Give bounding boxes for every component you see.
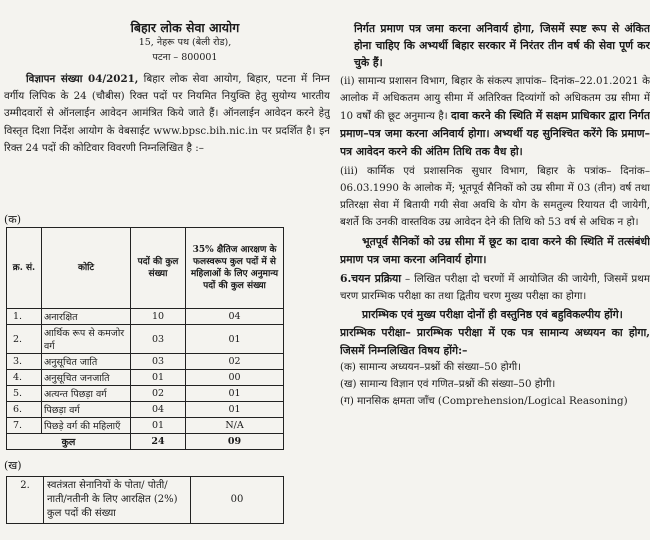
row-women: N/A: [186, 418, 284, 434]
row-total: 10: [131, 309, 186, 325]
clause-ii-text: सामान्य प्रशासन विभाग, बिहार के संकल्प ज्ञापांक– दिनांक–22.01.2021 के आलोक में अधिकतम आयु सीमा में अतिरिक्त दिव्यांगों को अधिकतम उम्र सीमा में 10 वर्षों की छूट अनुमान्य है।: [340, 74, 650, 123]
selection-text: – लिखित परीक्षा दो चरणों में आयोजित की जायेगी, जिसमें प्रथम चरण प्रारम्भिक परीक्षा का तथा द्वितीय चरण मुख्य परीक्षा का होगा।: [340, 272, 650, 303]
freedom-fighter-table: [6, 476, 284, 524]
table-row: [7, 386, 284, 402]
certificate-paragraph: निर्गत प्रमाण पत्र जमा करना अनिवार्य होगा, जिसमें स्पष्ट रूप से अंकित होना चाहिए कि अभ्यर्थी बिहार सरकार में निरंतर तीन वर्ष की सेवा पूर्ण कर चुके हैं।: [354, 22, 650, 70]
row-category: पिछड़े वर्ग की महिलाएँ: [42, 418, 131, 434]
row-serial: 4.: [7, 370, 42, 386]
clause-iii-text: कार्मिक एवं प्रशासनिक सुधार विभाग, बिहार के पत्रांक– दिनांक–06.03.1990 के आलोक में; भूतपूर्व सैनिकों को उम्र सीमा में 03 (तीन) वर्ष तथा प्रतिरक्षा सेवा में बितायी गयी सेवा अवधि के योग के समतुल्य रियायत दी जायेगी, बशर्ते कि उनकी वास्तविक उम्र आवेदन देने की तिथि को 53 वर्ष से अधिक न हो।: [340, 164, 650, 229]
letterhead: [40, 20, 330, 65]
row-serial: 3.: [7, 354, 42, 370]
row-value: 00: [191, 477, 284, 524]
total-row: [7, 434, 284, 450]
row-category: आर्थिक रूप से कमजोर वर्ग: [42, 325, 131, 354]
row-women: 00: [186, 370, 284, 386]
row-category: अनुसूचित जाति: [42, 354, 131, 370]
intro-paragraph: [4, 71, 330, 157]
selection-process: [340, 270, 650, 305]
row-serial: 2.: [7, 325, 42, 354]
prelim-subject-3: (ग) मानसिक क्षमता जाँच (Comprehension/Logical Reasoning): [340, 395, 628, 408]
row-category: अत्यन्त पिछड़ा वर्ग: [42, 386, 131, 402]
row-category: अनारक्षित: [42, 309, 131, 325]
clause-ii-marker: (ii): [340, 74, 355, 87]
row-category: अनुसूचित जनजाति: [42, 370, 131, 386]
row-women: 01: [186, 386, 284, 402]
right-text: [340, 20, 650, 410]
header-category: कोटि: [42, 228, 131, 309]
table-header-row: [7, 228, 284, 309]
row-serial: 7.: [7, 418, 42, 434]
clause-iii-marker: (iii): [340, 164, 358, 177]
row-total: 03: [131, 354, 186, 370]
table-row: [7, 370, 284, 386]
section-label-b: (ख): [4, 459, 22, 472]
exam-type-paragraph: प्रारम्भिक एवं मुख्य परीक्षा दोनों ही वस्तुनिष्ठ एवं बहुविकल्पीय होंगे।: [362, 308, 623, 322]
table-row: [7, 309, 284, 325]
row-category: पिछड़ा वर्ग: [42, 402, 131, 418]
header-serial: क्र. सं.: [7, 228, 42, 309]
intro-text: बिहार लोक सेवा आयोग, बिहार, पटना में निम्न वर्गीय लिपिक के 24 (चौबीस) रिक्त पदों पर नियमित नियुक्ति हेतु सुयोग्य भारतीय उम्मीदवारों से ऑनलाईन आवेदन आमंत्रित किये जाते हैं। ऑनलाईन आवेदन करने हेतु विस्तृत दिशा निर्देश आयोग के वेबसाईट www.bpsc.bih.nic.in पर प्रदर्शित है। इन रिक्त 24 पदों की कोटिवार विवरणी निम्नलिखित है :–: [4, 73, 330, 154]
row-serial: 5.: [7, 386, 42, 402]
table-row: [7, 354, 284, 370]
row-description: स्वतंत्रता सेनानियों के पोता/ पोती/नाती/नतीनी के लिए आरक्षित (2%) कुल पदों की संख्या: [44, 477, 191, 524]
total-label: कुल: [7, 434, 131, 450]
prelim-subject-2: (ख) सामान्य विज्ञान एवं गणित–प्रश्नों की संख्या–50 होगी।: [340, 378, 556, 391]
row-women: 01: [186, 325, 284, 354]
row-serial: 2.: [7, 477, 44, 524]
table-row: [7, 325, 284, 354]
total-women: 09: [186, 434, 284, 450]
row-total: 01: [131, 418, 186, 434]
row-women: 01: [186, 402, 284, 418]
city-line: पटना – 800001: [152, 52, 218, 63]
category-table: [6, 227, 284, 450]
row-total: 04: [131, 402, 186, 418]
header-women: 35% क्षैतिज आरक्षण के फलस्वरूप कुल पदों में से महिलाओं के लिए अनुमान्य पदों की कुल संख्या: [186, 228, 284, 309]
right-column: [340, 0, 650, 540]
row-total: 02: [131, 386, 186, 402]
header-total: पदों की कुल संख्या: [131, 228, 186, 309]
section-label-a: (क): [4, 213, 22, 226]
org-name: बिहार लोक सेवा आयोग: [130, 20, 240, 35]
row-serial: 1.: [7, 309, 42, 325]
table-row: [7, 418, 284, 434]
row-serial: 6.: [7, 402, 42, 418]
address-line: 15, नेहरू पथ (बेली रोड),: [138, 37, 232, 48]
row-total: 01: [131, 370, 186, 386]
selection-heading: 6.चयन प्रक्रिया: [340, 271, 402, 285]
row-total: 03: [131, 325, 186, 354]
clause-ii-bold: दावा करने की स्थिति में सक्षम प्राधिकार द्वारा निर्गत प्रमाण–पत्र जमा करना अनिवार्य होगा। अभ्यर्थी यह सुनिश्चित करेंगे कि प्रमाण–पत्र आवेदन करने की अंतिम तिथि तक वैध हो।: [340, 109, 650, 159]
table-row: [7, 402, 284, 418]
ex-servicemen-paragraph: भूतपूर्व सैनिकों को उम्र सीमा में छूट का दावा करने की स्थिति में तत्संबंधी प्रमाण पत्र जमा करना अनिवार्य होगा।: [340, 235, 650, 266]
row-women: 02: [186, 354, 284, 370]
prelim-subject-1: (क) सामान्य अध्ययन–प्रश्नों की संख्या–50 होगी।: [340, 360, 522, 373]
total-posts: 24: [131, 434, 186, 450]
clause-iii: [340, 163, 650, 232]
row-women: 04: [186, 309, 284, 325]
advertisement-number: विज्ञापन संख्या 04/2021,: [26, 73, 139, 85]
table-row: [7, 477, 284, 524]
clause-ii: [340, 73, 650, 162]
prelim-paragraph: प्रारम्भिक परीक्षा– प्रारम्भिक परीक्षा में एक पत्र सामान्य अध्ययन का होगा, जिसमें निम्नलिखित विषय होंगे:–: [340, 326, 650, 357]
